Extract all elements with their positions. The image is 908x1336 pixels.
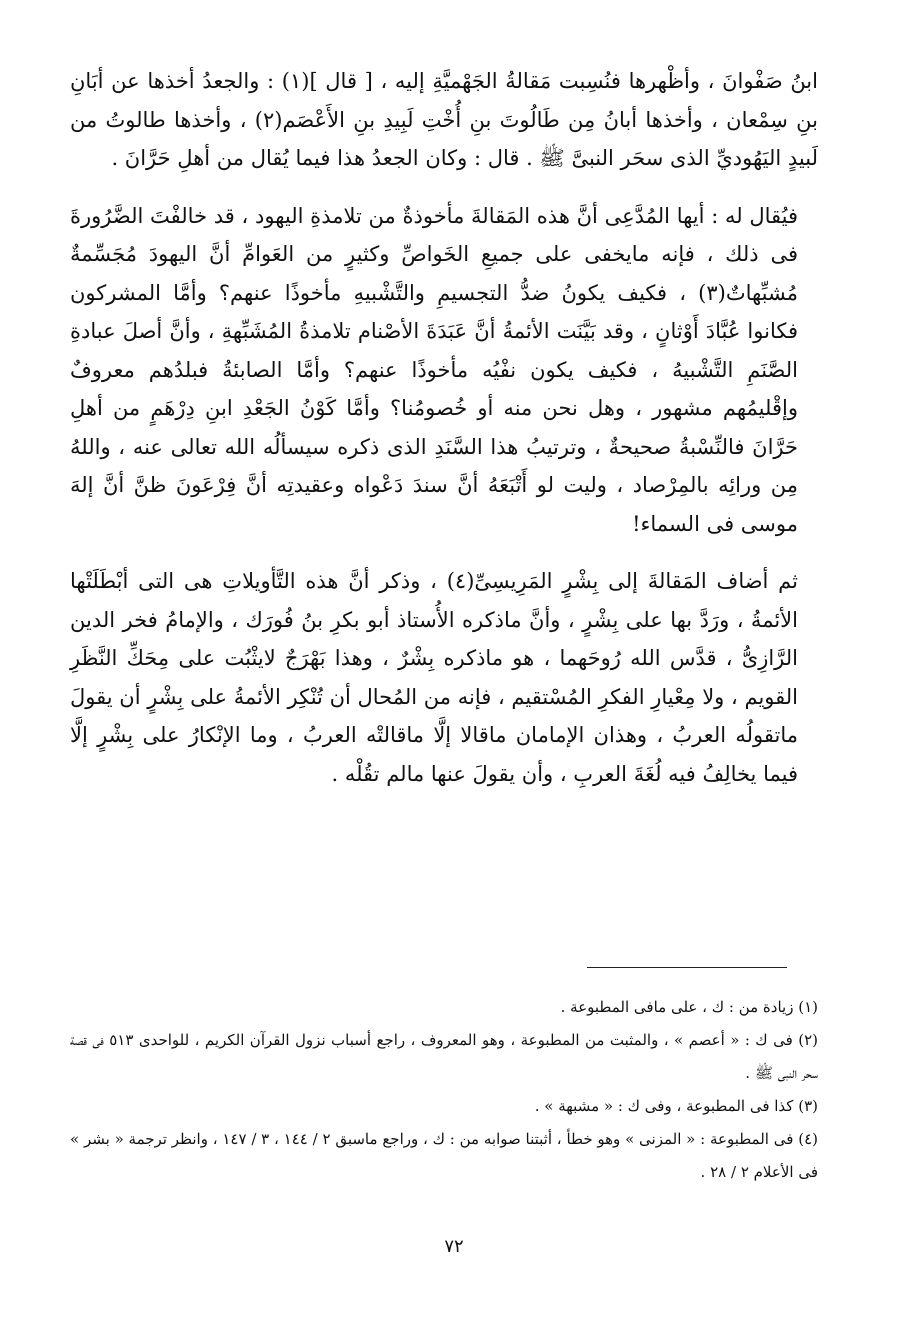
paragraph-1: ابنُ صَفْوانَ ، وأظْهرها فنُسِبت مَقالةُ الجَهْميَّةِ إليه ، [ قال ](١) : والجعدُ أخذها عن أبَانِ بنِ سِمْعان ، وأخذها أبانُ مِن طَالُوتَ بنِ أُخْتِ لَبِيدِ بنِ الأَعْصَم(٢) ، وأخذها طالوتُ من لَبيدٍ اليَهُوديِّ الذى سحَر النبىَّ ﷺ . قال : وكان الجعدُ هذا فيما يُقال من أهلِ حَرَّانَ . <box>70 69 818 170</box>
footnote-1: (١) زيادة من : ك ، على مافى المطبوعة . <box>560 998 818 1016</box>
main-text-body <box>70 62 818 793</box>
page-number: ٧٢ <box>444 1236 464 1257</box>
paragraph-3: ثم أضاف المَقالةَ إلى بِشْرٍ المَرِيسِىِّ(٤) ، وذكر أنَّ هذه التَّأويلاتِ هى التى أبْطَلَتْها الأئمةُ ، ورَدَّ بها على بِشْرٍ ، وأنَّ ماذكره الأُستاذ أبو بكرِ بنُ فُورَك ، والإمامُ فخر الدين الرَّازِىُّ ، قدَّس الله رُوحَهما ، هو ماذكره بِشْرٌ ، وهذا بَهْرَجٌ لايثْبُت على مِحَكِّ النَّظَرِ القويم ، ولا مِعْيارِ الفكرِ المُسْتقيم ، فإنه من المُحال أن تُنْكِر الأئمةُ على بِشْرٍ أن يقولَ ماتقولُه العربُ ، وهذان الإمامان ماقالا إلَّا ماقالتْه العربُ ، وما الإنْكارُ على بِشْرٍ إلَّا فيما يخالِفُ فيه لُغَةَ العربِ ، وأن يقولَ عنها مالم تقُلْه . <box>70 569 799 786</box>
footnote-2: (٢) فى ك : « أعصم » ، والمثبت من المطبوعة ، وهو المعروف ، راجع أسباب نزول القرآن الكريم ، للواحدى ٥١٣ فى قصة سحر النبى ﷺ . <box>70 1031 818 1082</box>
footnotes-section <box>70 991 818 1189</box>
paragraph-2: فيُقال له : أيها المُدَّعِى أنَّ هذه المَقالةَ مأخوذةٌ من تلامذةِ اليهود ، قد خالفْتَ الضَّرُورةَ فى ذلك ، فإنه مايخفى على جميعِ الخَواصِّ وكثيرٍ من العَوامِّ أنَّ اليهودَ مُجَسِّمةٌ مُشبِّهاتٌ(٣) ، فكيف يكونُ ضدُّ التجسيمِ والتَّشْبيهِ مأخوذًا عنهم؟ وأمَّا المشركون فكانوا عُبَّادَ أَوْثانٍ ، وقد بَيَّنَت الأئمةُ أنَّ عَبَدَةَ الأصْنام تلامذةُ المُشَبِّهةِ ، وأنَّ أصلَ عبادةِ الصَّنَمِ التَّشْبيهُ ، فكيف يكون نفْيُه مأخوذًا عنهم؟ وأمَّا الصابئةُ فبلدُهم معروفٌ وإقْليمُهم مشهور ، وهل نحن منه أو خُصومُنا؟ وأمَّا كَوْنُ الجَعْدِ ابنِ دِرْهَمٍ من أهلِ حَرَّانَ فالنِّسْبةُ صحيحةٌ ، وترتيبُ هذا السَّنَدِ الذى ذكره سيسألُه الله تعالى عنه ، واللهُ مِن ورائِه بالمِرْصاد ، وليت لو أَتْبَعَهُ أنَّ سندَ دَعْواه وعقيدتِه أنَّ فِرْعَونَ ظنَّ أنَّ إلهَ موسى فى السماء! <box>70 203 798 536</box>
footnote-divider <box>587 967 787 968</box>
footnote-3: (٣) كذا فى المطبوعة ، وفى ك : « مشبهة » . <box>534 1097 818 1115</box>
footnote-4: (٤) فى المطبوعة : « المزنى » وهو خطأ ، أثبتنا صوابه من : ك ، وراجع ماسبق ٢ / ١٤٤ ، ٣ / ١٤٧ ، وانظر ترجمة « بشر » فى الأعلام ٢ / ٢٨ . <box>70 1130 818 1181</box>
